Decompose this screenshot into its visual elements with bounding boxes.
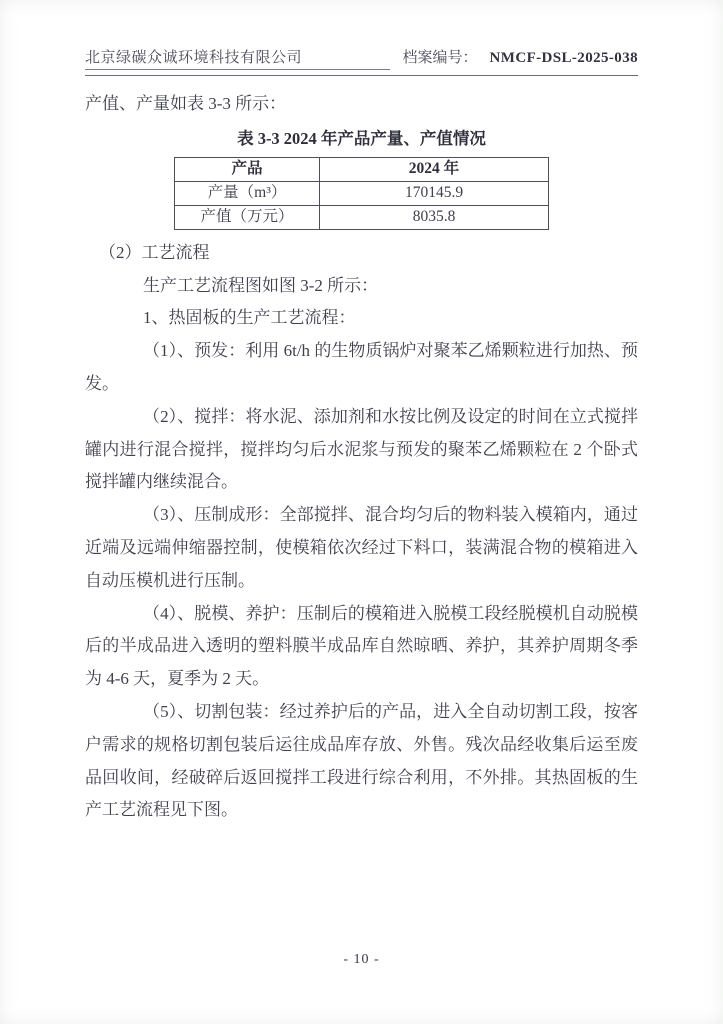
paragraph: （1）、预发：利用 6t/h 的生物质锅炉对聚苯乙烯颗粒进行加热、预发。: [85, 341, 638, 393]
paragraph: （4）、脱模、养护：压制后的模箱进入脱模工段经脱模机自动脱模后的半成品进入透明的塑料膜半成品库自然晾晒、养护，其养护周期冬季为 4-6 天，夏季为 2 天。: [85, 603, 638, 689]
table-cell-value-value: 8035.8: [320, 205, 549, 229]
paragraph: （3）、压制成形：全部搅拌、混合均匀后的物料装入模箱内，通过近端及远端伸缩器控制，使模箱依次经过下料口，装满混合物的模箱进入自动压模机进行压制。: [85, 505, 638, 590]
table-caption: 表 3-3 2024 年产品产量、产值情况: [237, 128, 486, 148]
document-header: [85, 0, 638, 76]
paragraph: 1、热固板的生产工艺流程：: [143, 308, 356, 328]
paragraph: （5）、切割包装：经过养护后的产品，进入全自动切割工段，按客户需求的规格切割包装后运往成品库存放、外售。残次品经收集后运至废品回收间，经破碎后返回搅拌工段进行综合利用，不外排。其热固板的生产工艺流程见下图。: [85, 701, 638, 820]
table-header-year: 2024 年: [320, 157, 549, 181]
table-cell-output-label: 产量（m³）: [175, 181, 320, 205]
table-header-row: [175, 157, 549, 181]
intro-paragraph: 产值、产量如表 3-3 所示：: [85, 94, 287, 113]
archive-field: [403, 46, 638, 70]
table-cell-value-label: 产值（万元）: [175, 205, 320, 229]
archive-label: 档案编号：: [402, 50, 478, 66]
archive-number: NMCF-DSL-2025-038: [489, 50, 638, 66]
company-name: 北京绿碳众诚环境科技有限公司: [85, 46, 390, 70]
page-number-footer: - 10 -: [343, 952, 380, 967]
table-row: [175, 181, 549, 205]
production-table: [174, 157, 549, 230]
table-header-product: 产品: [175, 157, 320, 181]
table-row: [175, 205, 549, 229]
document-body: [85, 88, 638, 827]
section-heading: （2）工艺流程: [99, 242, 210, 262]
table-cell-output-value: 170145.9: [320, 181, 549, 205]
paragraph: （2）、搅拌：将水泥、添加剂和水按比例及设定的时间在立式搅拌罐内进行混合搅拌，搅拌均匀后水泥浆与预发的聚苯乙烯颗粒在 2 个卧式搅拌罐内继续混合。: [85, 406, 638, 492]
paragraph: 生产工艺流程图如图 3-2 所示：: [143, 275, 379, 295]
